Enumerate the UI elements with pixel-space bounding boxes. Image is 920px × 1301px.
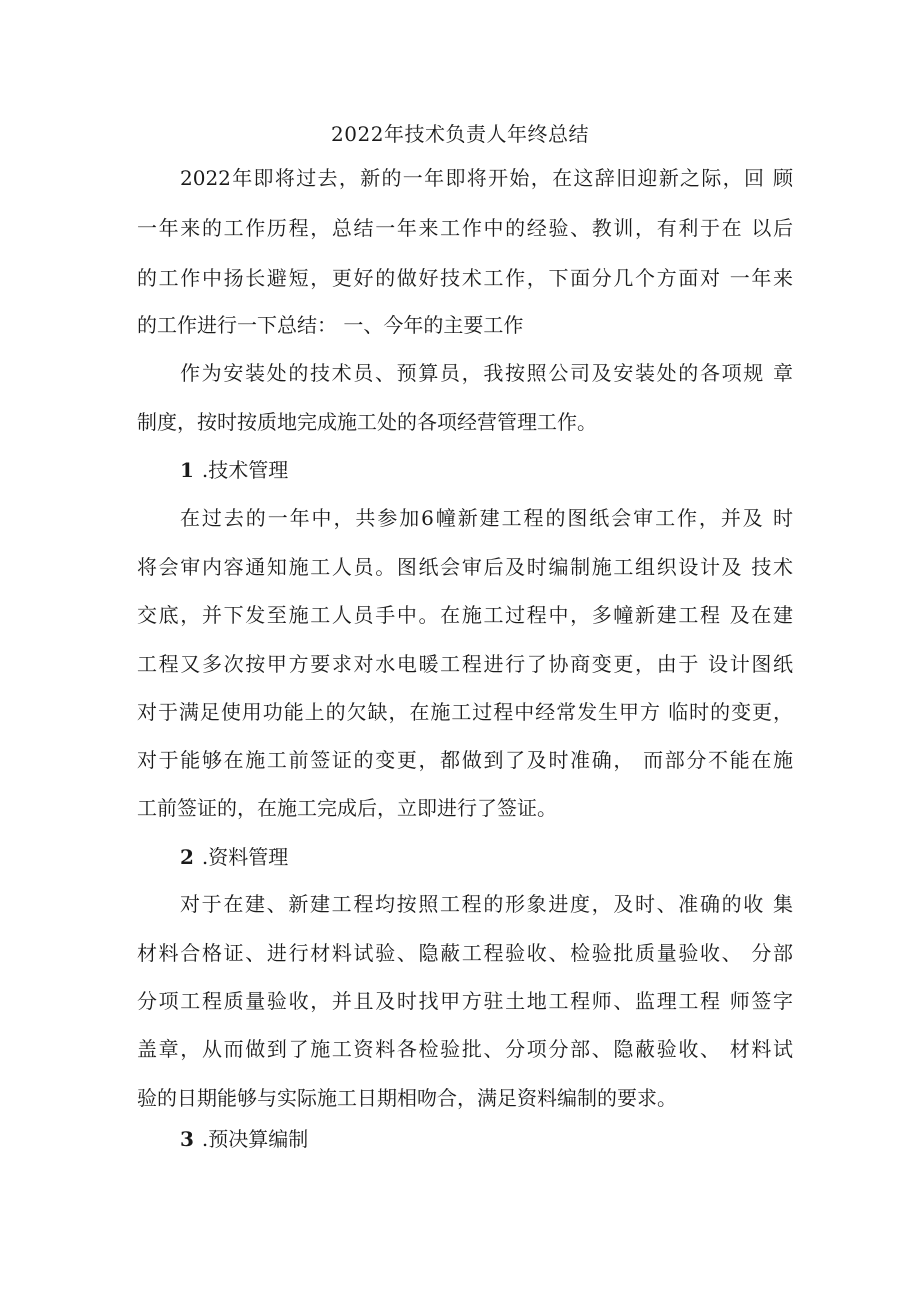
section-number: 1	[180, 458, 194, 482]
section2-line-2: 材料合格证、进行材料试验、隐蔽工程验收、检验批质量验收、 分部	[137, 941, 793, 965]
section1-line-7: 工前签证的，在施工完成后，立即进行了签证。	[137, 796, 557, 820]
section1-line-1: 在过去的一年中，共参加6幢新建工程的图纸会审工作，并及 时	[180, 506, 793, 530]
section-label: .技术管理	[201, 458, 289, 482]
section2-line-5: 验的日期能够与实际施工日期相吻合，满足资料编制的要求。	[137, 1086, 677, 1110]
section1-line-6: 对于能够在施工前签证的变更，都做到了及时准确， 而部分不能在施	[137, 748, 793, 772]
section-heading-3	[180, 1124, 308, 1154]
intro-line-2: 一年来的工作历程，总结一年来工作中的经验、教训，有利于在 以后	[137, 216, 793, 240]
section1-line-3: 交底，并下发至施工人员手中。在施工过程中，多幢新建工程 及在建	[137, 603, 793, 627]
intro-line-1: 2022年即将过去，新的一年即将开始，在这辞旧迎新之际，回 顾	[180, 166, 793, 190]
document-title: 2022年技术负责人年终总结	[331, 122, 589, 146]
section1-line-2: 将会审内容通知施工人员。图纸会审后及时编制施工组织设计及 技术	[137, 555, 793, 579]
section-heading-2	[180, 842, 288, 872]
section2-line-3: 分项工程质量验收，并且及时找甲方驻土地工程师、监理工程 师签字	[137, 989, 793, 1013]
section2-line-1: 对于在建、新建工程均按照工程的形象进度，及时、准确的收 集	[180, 892, 793, 916]
section1-line-5: 对于满足使用功能上的欠缺，在施工过程中经常发生甲方 临时的变更，	[137, 700, 793, 724]
section1-line-4: 工程又多次按甲方要求对水电暖工程进行了协商变更，由于 设计图纸	[137, 652, 793, 676]
section-heading-1	[180, 455, 288, 485]
section-number: 2	[180, 845, 194, 869]
section-label: .资料管理	[201, 845, 289, 869]
duty-line-1: 作为安装处的技术员、预算员，我按照公司及安装处的各项规 章	[180, 361, 793, 385]
section2-line-4: 盖章，从而做到了施工资料各检验批、分项分部、隐蔽验收、 材料试	[137, 1037, 793, 1061]
section-number: 3	[180, 1127, 194, 1151]
intro-line-4: 的工作进行一下总结： 一、今年的主要工作	[137, 313, 524, 337]
section-label: .预决算编制	[201, 1127, 309, 1151]
duty-line-2: 制度，按时按质地完成施工处的各项经营管理工作。	[137, 410, 597, 434]
intro-line-3: 的工作中扬长避短，更好的做好技术工作，下面分几个方面对 一年来	[137, 266, 793, 290]
